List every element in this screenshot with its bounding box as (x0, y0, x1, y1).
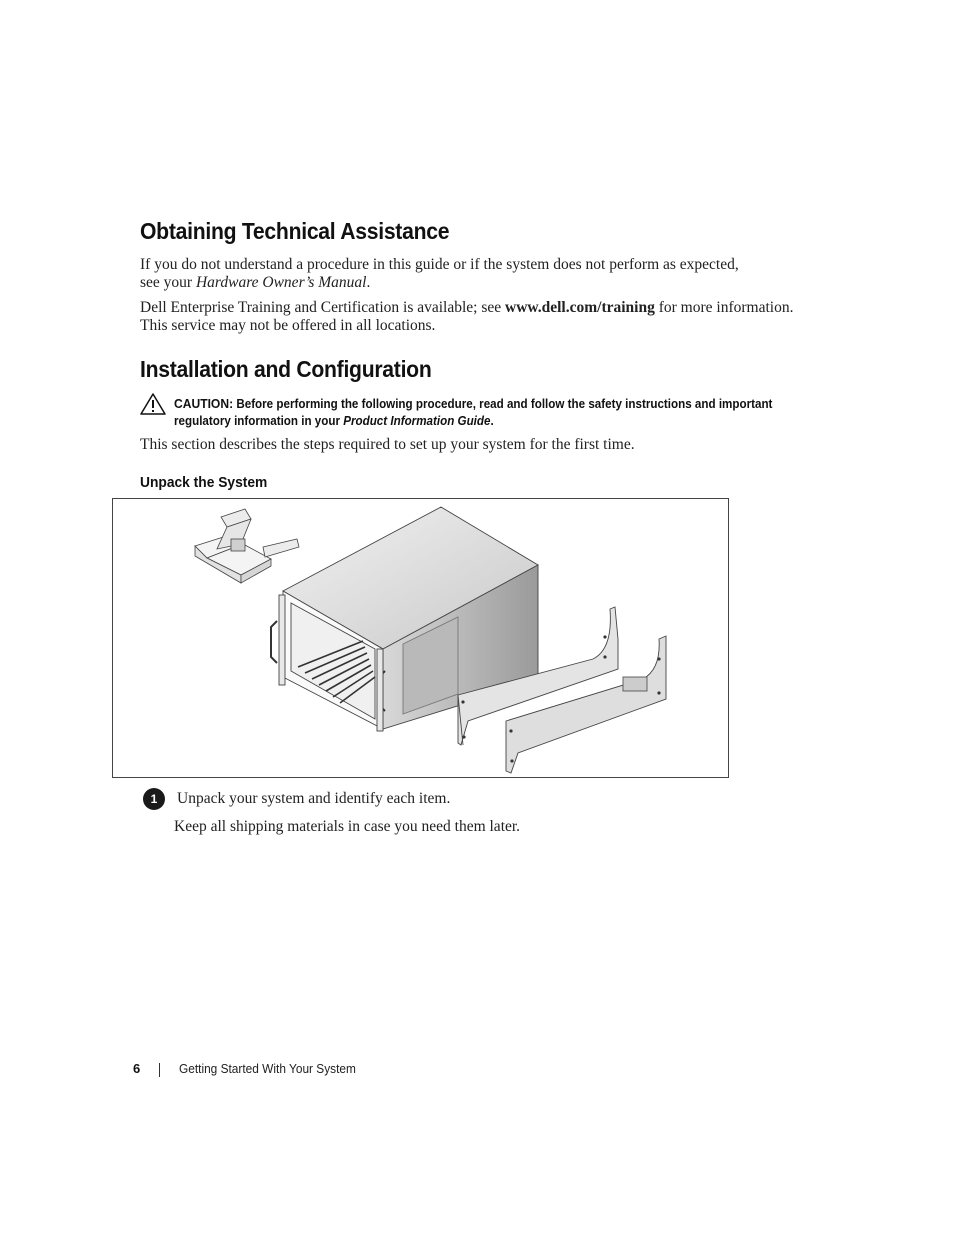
caution-line2-prefix: regulatory information in your (174, 414, 344, 428)
accessory-box-icon (195, 509, 299, 583)
caution-line2-suffix: . (490, 414, 494, 428)
paragraph-assistance (140, 256, 739, 292)
step-number-badge: 1 (143, 788, 165, 810)
footer-divider (159, 1063, 160, 1077)
paragraph-training-line2: This service may not be offered in all locations. (140, 317, 436, 334)
paragraph-training-prefix: Dell Enterprise Training and Certification is available; see (140, 299, 506, 316)
heading-obtaining-technical-assistance: Obtaining Technical Assistance (140, 218, 450, 244)
paragraph-assistance-line1: If you do not understand a procedure in this guide or if the system does not perform as expected, (140, 256, 739, 273)
caution-text (174, 395, 788, 430)
caution-label: CAUTION: (174, 396, 234, 411)
training-url-link[interactable]: www.dell.com/training (505, 299, 655, 316)
paragraph-section-intro: This section describes the steps required to set up your system for the first time. (140, 436, 635, 453)
paragraph-training (140, 299, 840, 335)
caution-triangle-icon (140, 393, 166, 415)
server-chassis-illustration (113, 499, 730, 779)
step-text: Unpack your system and identify each item. (177, 790, 451, 807)
footer-title: Getting Started With Your System (179, 1062, 356, 1076)
caution-body: Before performing the following procedure, read and follow the safety instructions and important (233, 397, 773, 411)
heading-unpack-the-system: Unpack the System (140, 474, 268, 491)
paragraph-training-suffix: for more information. (654, 299, 794, 316)
step-note: Keep all shipping materials in case you need them later. (174, 818, 521, 835)
paragraph-assistance-line2-suffix: . (366, 274, 371, 291)
heading-installation-and-configuration: Installation and Configuration (140, 356, 432, 382)
product-information-guide-ref: Product Information Guide (343, 414, 491, 428)
hardware-owners-manual-ref: Hardware Owner’s Manual (195, 274, 367, 291)
unpack-illustration (112, 498, 729, 778)
footer-page-number: 6 (133, 1061, 141, 1076)
paragraph-assistance-line2-prefix: see your (140, 274, 196, 291)
